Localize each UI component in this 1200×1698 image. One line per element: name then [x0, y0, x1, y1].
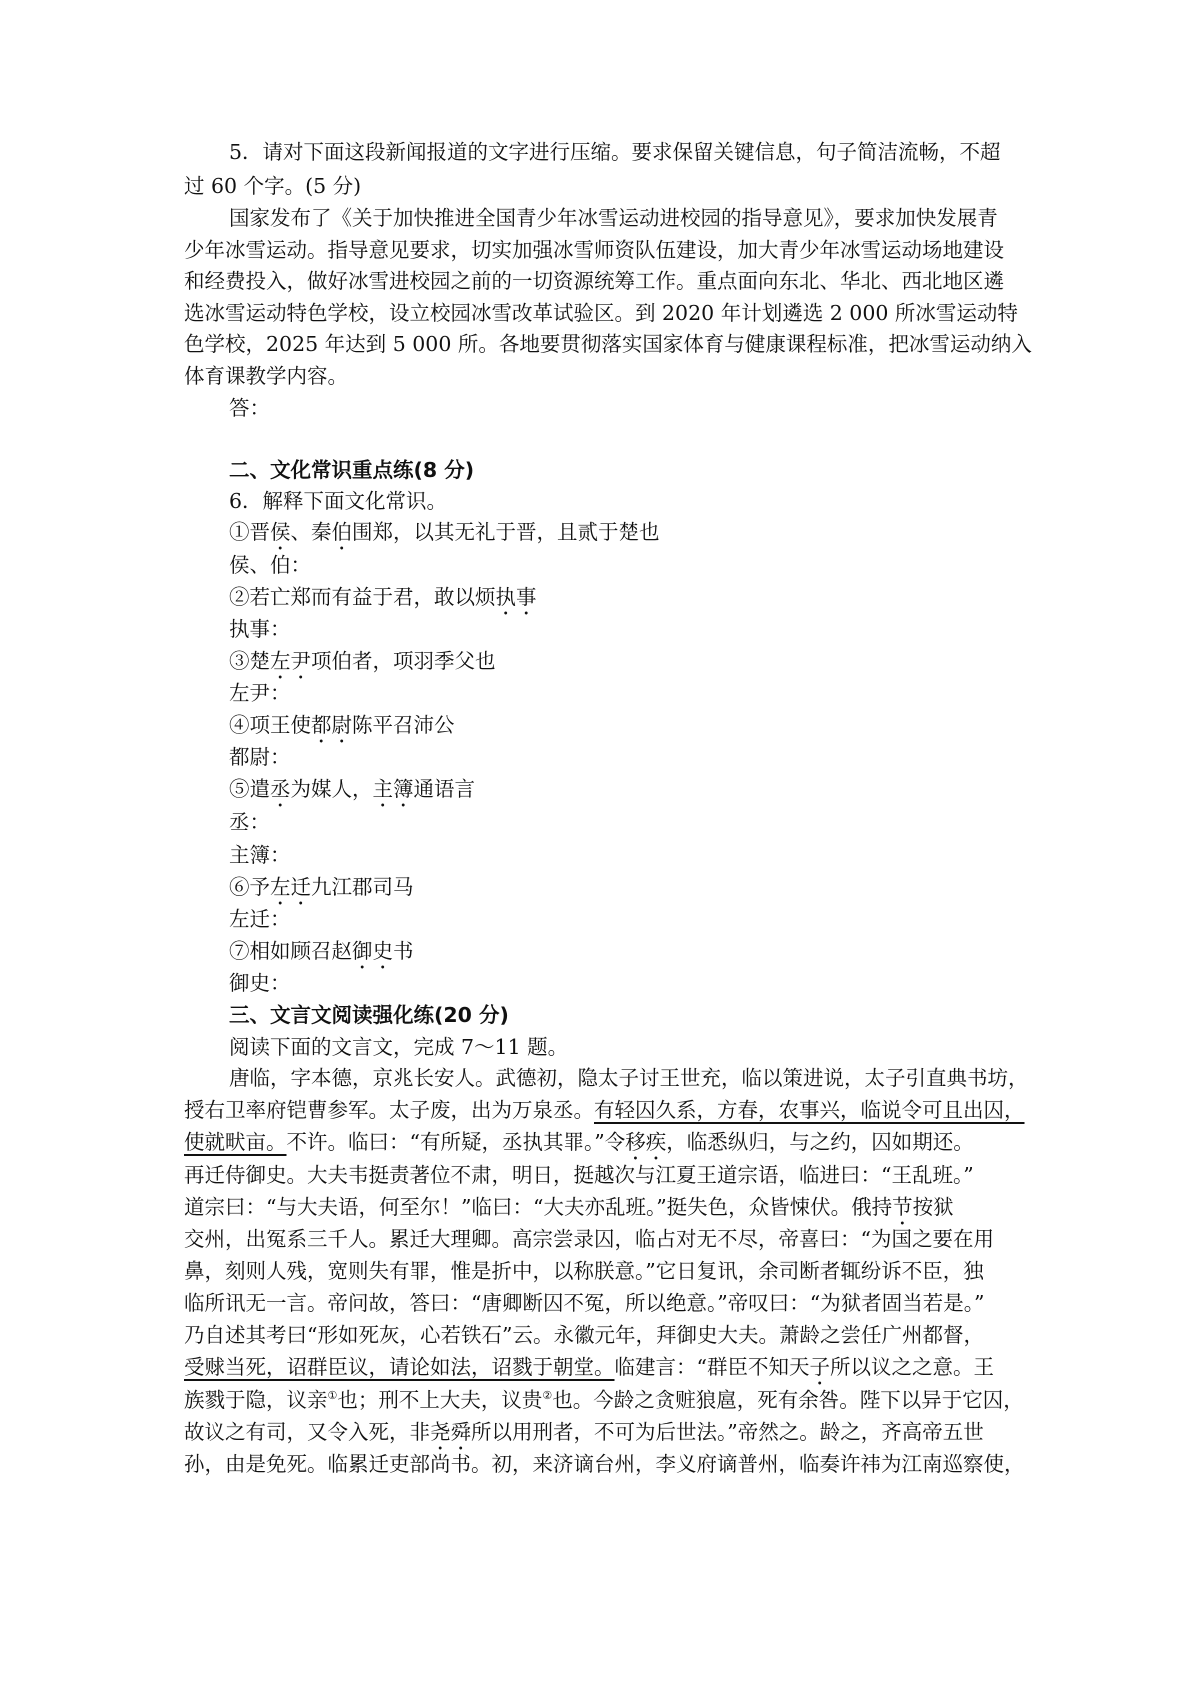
emphasis-term: 尧舜: [430, 1420, 471, 1444]
emphasis-term: 侯: [270, 520, 291, 544]
reading-line: 授右卫率府铠曹参军。太子废，出为万泉丞。有轻囚久系，方春，农事兴，临说令可且出囚，: [184, 1098, 1025, 1122]
culture-item-3: ③楚左尹项伯者，项羽季父也: [229, 649, 496, 673]
news-paragraph-line: 国家发布了《关于加快推进全国青少年冰雪运动进校园的指导意见》，要求加快发展青: [229, 206, 998, 230]
news-paragraph-line: 少年冰雪运动。指导意见要求，切实加强冰雪师资队伍建设，加大青少年冰雪运动场地建设: [184, 238, 1004, 262]
reading-line: 道宗曰：“与大夫语，何至尔！”临曰：“大夫亦乱班。”挺失色，众皆悚伏。俄持节按狱: [184, 1195, 954, 1219]
footnote-marker: ①: [327, 1389, 338, 1403]
underlined-sentence: 受赇当死，诏群臣议，请论如法，诏戮于朝堂。: [184, 1355, 615, 1379]
reading-line: 交州，出冤系三千人。累迁大理卿。高宗尝录囚，临占对无不尽，帝喜曰：“为国之要在用: [184, 1227, 994, 1251]
culture-item-6: ⑥予左迁九江郡司马: [229, 875, 414, 899]
answer-label: 执事：: [229, 617, 291, 641]
answer-label: 左尹：: [229, 681, 291, 705]
culture-item-5: ⑤遣丞为媒人，主簿通语言: [229, 777, 475, 801]
culture-item-4: ④项王使都尉陈平召沛公: [229, 713, 455, 737]
reading-line: 鼻，刻则人残，宽则失有罪，惟是折中，以称朕意。”它日复讯，余司断者辄纷诉不臣，独: [184, 1259, 984, 1283]
reading-line: 孙，由是免死。临累迁吏部尚书。初，来济谪台州，李义府谪普州，临奏许祎为江南巡察使，: [184, 1452, 1025, 1476]
culture-item-7: ⑦相如顾召赵御史书: [229, 939, 414, 963]
emphasis-term: 左尹: [270, 649, 311, 673]
news-paragraph-line: 选冰雪运动特色学校，设立校园冰雪改革试验区。到 2020 年计划遴选 2 000 所冰雪运动特: [184, 301, 1018, 325]
answer-label: 侯、伯：: [229, 553, 311, 577]
news-paragraph-line: 体育课教学内容。: [184, 364, 348, 388]
answer-label: 丞：: [229, 810, 270, 834]
question-5-text-cont: 过 60 个字。(5 分): [184, 174, 362, 198]
answer-label: 都尉：: [229, 745, 291, 769]
emphasis-term: 御史: [352, 939, 393, 963]
emphasis-term: 主簿: [372, 777, 414, 801]
reading-line: 唐临，字本德，京兆长安人。武德初，隐太子讨王世充，临以策进说，太子引直典书坊，: [229, 1066, 1029, 1090]
emphasis-term: 伯: [331, 520, 352, 544]
emphasis-term: 子: [809, 1355, 830, 1379]
answer-label: 答：: [229, 396, 270, 420]
question-5-text: 5．请对下面这段新闻报道的文字进行压缩。要求保留关键信息，句子简洁流畅，不超: [229, 140, 1001, 164]
underlined-sentence: 使就畎亩。: [184, 1130, 287, 1154]
section-3-intro: 阅读下面的文言文，完成 7～11 题。: [229, 1035, 569, 1059]
emphasis-term: 节: [892, 1195, 913, 1219]
reading-line: 乃自述其考曰“形如死灰，心若铁石”云。永徽元年，拜御史大夫。萧龄之尝任广州都督，: [184, 1323, 984, 1347]
news-paragraph-line: 和经费投入，做好冰雪进校园之前的一切资源统筹工作。重点面向东北、华北、西北地区遴: [184, 269, 1004, 293]
reading-line: 受赇当死，诏群臣议，请论如法，诏戮于朝堂。临建言：“群臣不知天子所以议之之意。王: [184, 1355, 994, 1379]
reading-line: 故议之有司，又令入死，非尧舜所以用刑者，不可为后世法。”帝然之。龄之，齐高帝五世: [184, 1420, 984, 1444]
answer-label: 左迁：: [229, 907, 291, 931]
underlined-sentence: 有轻囚久系，方春，农事兴，临说令可且出囚，: [594, 1098, 1025, 1122]
emphasis-term: 都尉: [311, 713, 352, 737]
culture-item-1: ①晋侯、秦伯围郑，以其无礼于晋，且贰于楚也: [229, 520, 660, 544]
answer-label: 主簿：: [229, 843, 291, 867]
emphasis-term: 左迁: [270, 875, 311, 899]
section-3-heading: 三、文言文阅读强化练(20 分): [229, 1003, 509, 1027]
reading-line: 使就畎亩。不许。临曰：“有所疑，丞执其罪。”令移疾，临悉纵归，与之约，囚如期还。: [184, 1130, 974, 1154]
emphasis-term: 执事: [495, 585, 537, 609]
footnote-marker: ②: [542, 1389, 553, 1403]
emphasis-term: 移疾: [625, 1130, 667, 1154]
culture-item-2: ②若亡郑而有益于君，敢以烦执事: [229, 585, 537, 609]
emphasis-term: 丞: [270, 777, 291, 801]
reading-line: 临所讯无一言。帝问故，答曰：“唐卿断囚不冤，所以绝意。”帝叹曰：“为狱者固当若是。”: [184, 1291, 985, 1315]
question-6-text: 6．解释下面文化常识。: [229, 489, 448, 513]
reading-line: 再迁侍御史。大夫韦挺责著位不肃，明日，挺越次与江夏王道宗语，临进曰：“王乱班。”: [184, 1163, 974, 1187]
answer-label: 御史：: [229, 971, 291, 995]
news-paragraph-line: 色学校，2025 年达到 5 000 所。各地要贯彻落实国家体育与健康课程标准，把冰雪运动纳入: [184, 332, 1032, 356]
section-2-heading: 二、文化常识重点练(8 分): [229, 458, 475, 482]
reading-line: 族戮于隐，议亲①也；刑不上大夫，议贵②也。今龄之贪赃狼扈，死有余咎。陛下以异于它囚，: [184, 1388, 1024, 1412]
